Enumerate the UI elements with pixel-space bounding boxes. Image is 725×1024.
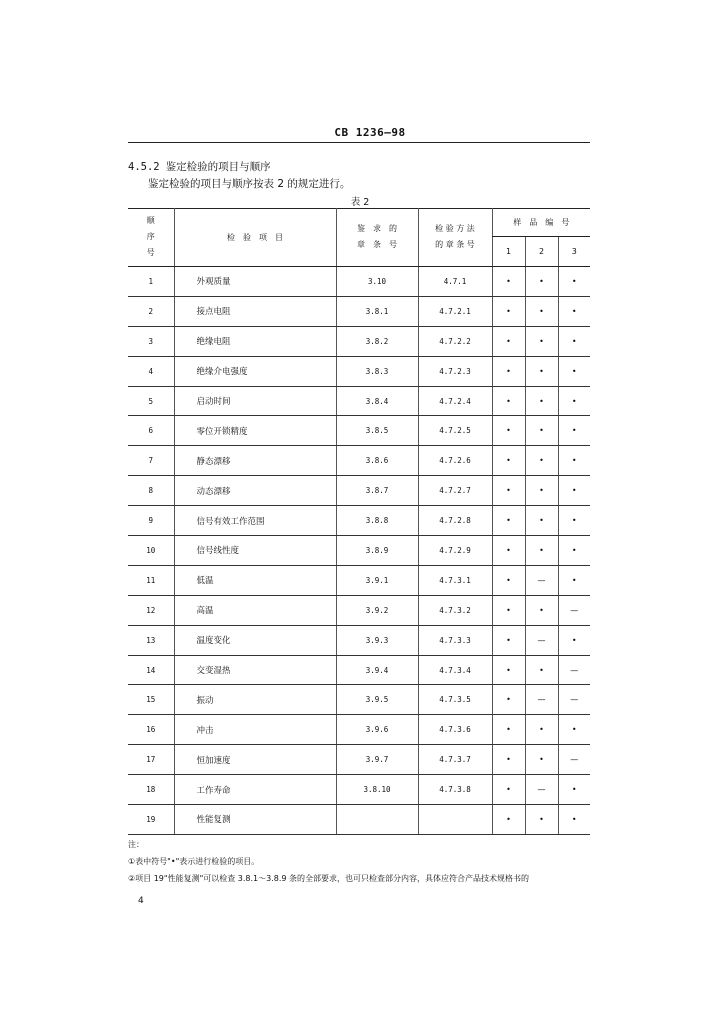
sample-1-mark: • — [492, 386, 525, 416]
row-requirement: 3.9.3 — [336, 625, 418, 655]
sample-1-mark: • — [492, 356, 525, 386]
row-requirement: 3.8.2 — [336, 326, 418, 356]
sample-1-mark: • — [492, 625, 525, 655]
sample-1-mark: • — [492, 296, 525, 326]
row-item: 高温 — [174, 595, 336, 625]
sample-3-mark: • — [558, 805, 590, 835]
row-item: 工作寿命 — [174, 775, 336, 805]
sample-1-mark: • — [492, 536, 525, 566]
table-row — [128, 775, 590, 805]
sample-1-mark: • — [492, 715, 525, 745]
inspection-table — [128, 208, 590, 835]
table-row — [128, 715, 590, 745]
table-row — [128, 506, 590, 536]
row-number: 12 — [128, 595, 174, 625]
row-requirement: 3.8.7 — [336, 476, 418, 506]
table-row — [128, 267, 590, 297]
row-method: 4.7.2.4 — [418, 386, 492, 416]
sample-3-mark: • — [558, 326, 590, 356]
row-item: 零位开锁精度 — [174, 416, 336, 446]
row-number: 4 — [128, 356, 174, 386]
row-number: 9 — [128, 506, 174, 536]
row-method: 4.7.2.5 — [418, 416, 492, 446]
row-method: 4.7.2.3 — [418, 356, 492, 386]
sample-2-mark: • — [525, 655, 558, 685]
row-requirement: 3.8.8 — [336, 506, 418, 536]
row-method — [418, 805, 492, 835]
row-number: 13 — [128, 625, 174, 655]
row-method: 4.7.2.1 — [418, 296, 492, 326]
row-method: 4.7.3.6 — [418, 715, 492, 745]
page-number: 4 — [138, 896, 144, 906]
row-method: 4.7.3.5 — [418, 685, 492, 715]
sample-2-mark: — — [525, 625, 558, 655]
table-row — [128, 296, 590, 326]
note-2: ②项目 19"性能复测"可以检查 3.8.1～3.8.9 条的全部要求，也可只检查部分内容，具体应符合产品技术规格书的 — [128, 874, 530, 883]
row-method: 4.7.1 — [418, 267, 492, 297]
row-requirement: 3.9.5 — [336, 685, 418, 715]
sample-1-mark: • — [492, 775, 525, 805]
row-number: 18 — [128, 775, 174, 805]
sample-3-mark: — — [558, 655, 590, 685]
row-number: 15 — [128, 685, 174, 715]
row-item: 信号线性度 — [174, 536, 336, 566]
section-heading — [128, 159, 271, 174]
seq-header: 顺 序 号 — [128, 208, 174, 267]
row-number: 3 — [128, 326, 174, 356]
sample-2-mark: • — [525, 356, 558, 386]
table-row — [128, 805, 590, 835]
row-method: 4.7.3.8 — [418, 775, 492, 805]
sample-3-mark: • — [558, 506, 590, 536]
sample-2-mark: • — [525, 296, 558, 326]
sample-3-mark: • — [558, 386, 590, 416]
row-number: 2 — [128, 296, 174, 326]
row-requirement: 3.8.4 — [336, 386, 418, 416]
table-row — [128, 446, 590, 476]
sample-1-mark: • — [492, 267, 525, 297]
sample-1-mark: • — [492, 805, 525, 835]
sample-3-header: 3 — [558, 237, 590, 267]
sample-3-mark: • — [558, 775, 590, 805]
section-number: 4.5.2 — [128, 161, 160, 173]
row-method: 4.7.3.1 — [418, 565, 492, 595]
row-requirement: 3.9.2 — [336, 595, 418, 625]
row-requirement: 3.8.1 — [336, 296, 418, 326]
sample-3-mark: • — [558, 476, 590, 506]
sample-3-mark: • — [558, 536, 590, 566]
table-row — [128, 326, 590, 356]
table-row — [128, 536, 590, 566]
row-method: 4.7.3.2 — [418, 595, 492, 625]
sample-header: 样 品 编 号 — [492, 208, 590, 237]
sample-3-mark: • — [558, 715, 590, 745]
row-item: 绝缘电阻 — [174, 326, 336, 356]
table-row — [128, 416, 590, 446]
sample-3-mark: — — [558, 595, 590, 625]
sample-3-mark: • — [558, 625, 590, 655]
sample-3-mark: • — [558, 267, 590, 297]
row-item: 静态漂移 — [174, 446, 336, 476]
row-number: 8 — [128, 476, 174, 506]
table-row — [128, 565, 590, 595]
row-method: 4.7.2.6 — [418, 446, 492, 476]
sample-2-mark: • — [525, 536, 558, 566]
row-item: 振动 — [174, 685, 336, 715]
sample-2-mark: • — [525, 326, 558, 356]
sample-1-mark: • — [492, 326, 525, 356]
row-number: 17 — [128, 745, 174, 775]
row-item: 接点电阻 — [174, 296, 336, 326]
sample-2-header: 2 — [525, 237, 558, 267]
row-method: 4.7.3.7 — [418, 745, 492, 775]
row-method: 4.7.3.3 — [418, 625, 492, 655]
row-number: 14 — [128, 655, 174, 685]
sample-1-header: 1 — [492, 237, 525, 267]
sample-2-mark: • — [525, 595, 558, 625]
requirement-header: 鉴 求 的 章 条 号 — [336, 208, 418, 267]
sample-2-mark: • — [525, 745, 558, 775]
row-method: 4.7.3.4 — [418, 655, 492, 685]
row-requirement — [336, 805, 418, 835]
method-header: 检 验 方 法 的 章 条 号 — [418, 208, 492, 267]
table-row — [128, 745, 590, 775]
row-method: 4.7.2.7 — [418, 476, 492, 506]
row-item: 交变湿热 — [174, 655, 336, 685]
row-requirement: 3.8.6 — [336, 446, 418, 476]
sample-3-mark: • — [558, 565, 590, 595]
sample-1-mark: • — [492, 506, 525, 536]
row-requirement: 3.8.5 — [336, 416, 418, 446]
row-method: 4.7.2.9 — [418, 536, 492, 566]
sample-2-mark: — — [525, 775, 558, 805]
sample-2-mark: • — [525, 715, 558, 745]
row-number: 11 — [128, 565, 174, 595]
row-item: 外观质量 — [174, 267, 336, 297]
sample-2-mark: • — [525, 506, 558, 536]
sample-1-mark: • — [492, 416, 525, 446]
row-requirement: 3.9.6 — [336, 715, 418, 745]
row-number: 19 — [128, 805, 174, 835]
note-1: ①表中符号"•"表示进行检验的项目。 — [128, 857, 260, 866]
header-rule — [128, 142, 590, 143]
row-requirement: 3.9.1 — [336, 565, 418, 595]
document-id: CB 1236—98 — [334, 126, 406, 139]
sample-1-mark: • — [492, 685, 525, 715]
sample-2-mark: — — [525, 685, 558, 715]
row-item: 信号有效工作范围 — [174, 506, 336, 536]
sample-1-mark: • — [492, 595, 525, 625]
row-item: 性能复测 — [174, 805, 336, 835]
item-header: 检 验 项 目 — [174, 208, 336, 267]
row-item: 冲击 — [174, 715, 336, 745]
row-number: 16 — [128, 715, 174, 745]
sample-3-mark: — — [558, 745, 590, 775]
sample-1-mark: • — [492, 446, 525, 476]
sample-2-mark: • — [525, 386, 558, 416]
table-row — [128, 386, 590, 416]
row-requirement: 3.10 — [336, 267, 418, 297]
notes-label: 注： — [128, 840, 144, 849]
row-number: 1 — [128, 267, 174, 297]
row-requirement: 3.9.4 — [336, 655, 418, 685]
sample-2-mark: • — [525, 805, 558, 835]
row-number: 7 — [128, 446, 174, 476]
row-number: 10 — [128, 536, 174, 566]
table-caption: 表 2 — [350, 197, 370, 208]
sample-3-mark: • — [558, 356, 590, 386]
row-requirement: 3.8.9 — [336, 536, 418, 566]
sample-2-mark: • — [525, 446, 558, 476]
row-item: 启动时间 — [174, 386, 336, 416]
sample-2-mark: • — [525, 476, 558, 506]
row-item: 低温 — [174, 565, 336, 595]
row-requirement: 3.8.10 — [336, 775, 418, 805]
row-item: 绝缘介电强度 — [174, 356, 336, 386]
table-row — [128, 356, 590, 386]
row-requirement: 3.8.3 — [336, 356, 418, 386]
sample-2-mark: • — [525, 416, 558, 446]
row-number: 6 — [128, 416, 174, 446]
row-method: 4.7.2.2 — [418, 326, 492, 356]
notes — [128, 836, 598, 887]
sample-3-mark: — — [558, 685, 590, 715]
sample-1-mark: • — [492, 655, 525, 685]
section-intro: 鉴定检验的项目与顺序按表 2 的规定进行。 — [148, 178, 351, 190]
table-row — [128, 595, 590, 625]
row-item: 温度变化 — [174, 625, 336, 655]
table-row — [128, 655, 590, 685]
row-number: 5 — [128, 386, 174, 416]
row-method: 4.7.2.8 — [418, 506, 492, 536]
sample-3-mark: • — [558, 446, 590, 476]
table-row — [128, 685, 590, 715]
sample-1-mark: • — [492, 745, 525, 775]
sample-3-mark: • — [558, 296, 590, 326]
table-row — [128, 476, 590, 506]
row-item: 动态漂移 — [174, 476, 336, 506]
sample-2-mark: • — [525, 267, 558, 297]
row-requirement: 3.9.7 — [336, 745, 418, 775]
section-title: 鉴定检验的项目与顺序 — [165, 161, 271, 173]
sample-3-mark: • — [558, 416, 590, 446]
sample-1-mark: • — [492, 565, 525, 595]
table-row — [128, 625, 590, 655]
sample-1-mark: • — [492, 476, 525, 506]
row-item: 恒加速度 — [174, 745, 336, 775]
sample-2-mark: — — [525, 565, 558, 595]
